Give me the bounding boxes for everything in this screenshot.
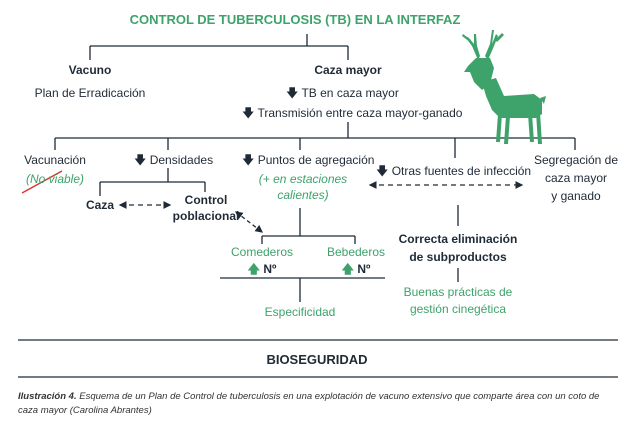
- deer-icon: [438, 20, 558, 150]
- down-arrow-icon: 🡇: [376, 164, 389, 178]
- bioseguridad-label: BIOSEGURIDAD: [266, 352, 368, 367]
- segregacion-label-2: caza mayor: [544, 171, 608, 185]
- estaciones-label-2: calientes): [277, 188, 329, 202]
- diagram-title: CONTROL DE TUBERCULOSIS (TB) EN LA INTERFAZ: [129, 12, 461, 27]
- up-arrow-icon: 🡅: [341, 262, 354, 276]
- transmision-caza-ganado: 🡇 Transmisión entre caza mayor-ganado: [242, 106, 463, 120]
- caption-text: Esquema de un Plan de Control de tuberculosis en una explotación de vacuno extensivo que comparte área con un coto de caza mayor (Carolina Abrantes): [18, 391, 600, 416]
- vacuno-subtitle: Plan de Erradicación: [34, 86, 146, 100]
- down-arrow-icon: 🡇: [134, 153, 147, 167]
- puntos-agregacion-label: 🡇 Puntos de agregación: [242, 153, 375, 167]
- estaciones-label-1: (+ en estaciones: [258, 172, 348, 186]
- caza-label: Caza: [86, 198, 115, 212]
- comederos-label: Comederos: [230, 245, 294, 259]
- otras-fuentes-label: 🡇 Otras fuentes de infección: [376, 164, 532, 178]
- comederos-count: 🡅 Nº: [247, 262, 277, 276]
- bebederos-label: Bebederos: [326, 245, 386, 259]
- segregacion-label-1: Segregación de: [533, 153, 619, 167]
- bebederos-count: 🡅 Nº: [341, 262, 371, 276]
- buenas-practicas-label-2: gestión cinegética: [409, 302, 507, 316]
- densidades-label: 🡇 Densidades: [134, 153, 214, 167]
- segregacion-label-3: y ganado: [551, 189, 601, 203]
- control-label-2: poblacional: [172, 209, 240, 223]
- tb-caza-mayor: 🡇 TB en caza mayor: [286, 86, 399, 100]
- correcta-label-1: Correcta eliminación: [398, 232, 518, 246]
- vacunacion-label: Vacunación: [24, 153, 86, 167]
- caza-mayor-heading: Caza mayor: [314, 63, 382, 77]
- figure-caption: [18, 390, 618, 418]
- buenas-practicas-label-1: Buenas prácticas de: [403, 285, 513, 299]
- control-label-1: Control: [184, 193, 228, 207]
- caption-label: Ilustración 4.: [18, 391, 77, 402]
- no-viable-label: (No viable): [25, 172, 85, 186]
- down-arrow-icon: 🡇: [242, 106, 255, 120]
- down-arrow-icon: 🡇: [286, 86, 299, 100]
- correcta-label-2: de subproductos: [409, 250, 507, 264]
- down-arrow-icon: 🡇: [242, 153, 255, 167]
- up-arrow-icon: 🡅: [247, 262, 260, 276]
- vacuno-heading: Vacuno: [68, 63, 112, 77]
- especificidad-label: Especificidad: [264, 305, 336, 319]
